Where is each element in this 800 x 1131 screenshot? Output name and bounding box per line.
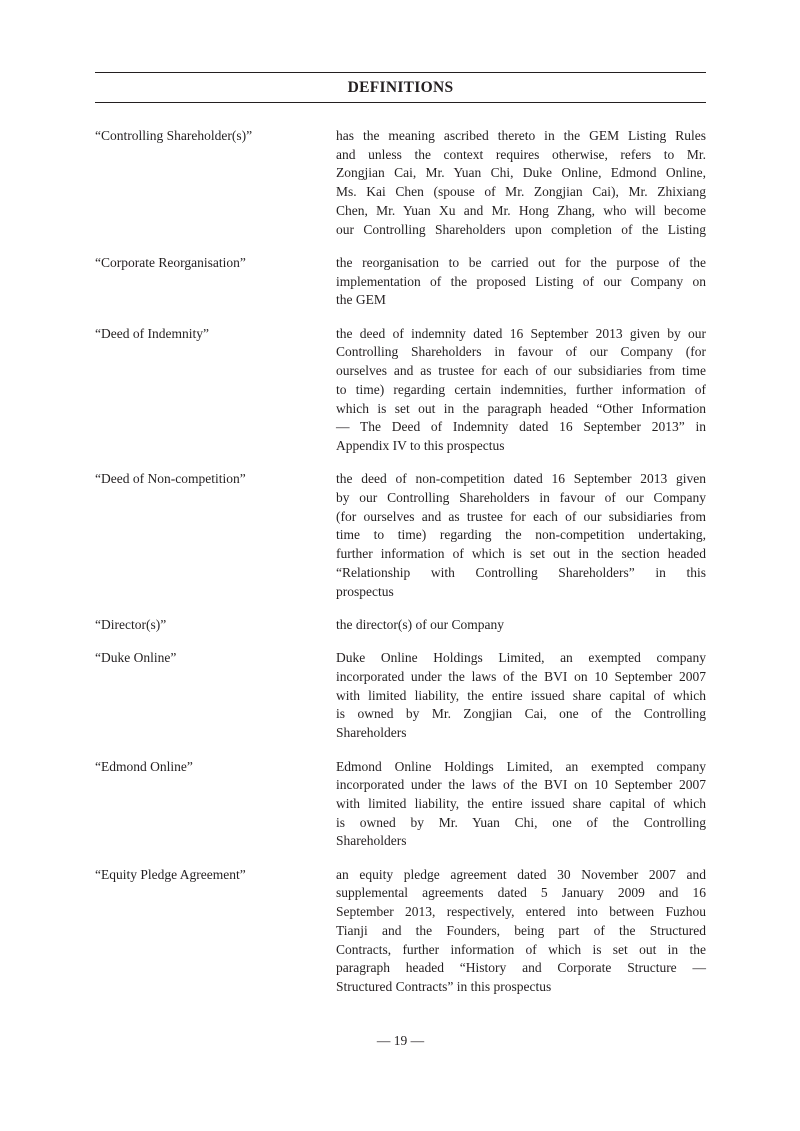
definition-line: Contracts, further information of which is set out in the xyxy=(336,941,706,957)
definition-line: Edmond Online Holdings Limited, an exempted company xyxy=(336,758,706,774)
definition-text xyxy=(336,866,706,997)
definition-line: Shareholders xyxy=(336,833,407,849)
definition-line: paragraph headed “History and Corporate Structure — xyxy=(336,960,706,976)
definition-entry xyxy=(95,649,706,743)
definition-line: ourselves and as trustee for each of our subsidiaries from time xyxy=(336,363,706,379)
definition-text xyxy=(336,254,706,310)
definition-line: Zongjian Cai, Mr. Yuan Chi, Duke Online, Edmond Online, xyxy=(336,165,706,181)
definition-entry xyxy=(95,616,706,635)
definition-line: Structured Contracts” in this prospectus xyxy=(336,978,552,994)
header-bottom-rule xyxy=(95,102,706,103)
definition-line: prospectus xyxy=(336,583,394,599)
definition-line: is owned by Mr. Zongjian Cai, one of the Controlling xyxy=(336,706,706,722)
definition-line: which is set out in the paragraph headed “Other Information xyxy=(336,400,706,416)
definition-line: the deed of indemnity dated 16 September 2013 given by our xyxy=(336,325,706,341)
definition-line: Appendix IV to this prospectus xyxy=(336,437,505,453)
definition-line: our Controlling Shareholders upon completion of the Listing xyxy=(336,221,706,237)
definition-line: supplemental agreements dated 5 January 2009 and 16 xyxy=(336,885,706,901)
header-top-rule xyxy=(95,72,706,73)
definition-line: incorporated under the laws of the BVI on 10 September 2007 xyxy=(336,777,706,793)
definition-line: by our Controlling Shareholders in favour of our Company xyxy=(336,490,706,506)
definition-line: the GEM xyxy=(336,292,386,308)
definition-term: “Deed of Non-competition” xyxy=(95,471,246,487)
definition-text xyxy=(336,649,706,743)
definition-line: — The Deed of Indemnity dated 16 September 2013” in xyxy=(336,419,706,435)
definition-line: incorporated under the laws of the BVI on 10 September 2007 xyxy=(336,669,706,685)
definition-line: the deed of non-competition dated 16 September 2013 given xyxy=(336,471,706,487)
definition-line: and unless the context requires otherwise, refers to Mr. xyxy=(336,146,706,162)
definition-term: “Deed of Indemnity” xyxy=(95,325,209,341)
definition-entry xyxy=(95,127,706,239)
definition-line: has the meaning ascribed thereto in the GEM Listing Rules xyxy=(336,128,706,143)
page-title: DEFINITIONS xyxy=(347,79,454,96)
definition-line: Chen, Mr. Yuan Xu and Mr. Hong Zhang, who will become xyxy=(336,202,706,218)
definition-line: to time) regarding certain indemnities, further information of xyxy=(336,381,706,397)
definition-entry xyxy=(95,470,706,601)
definition-entry xyxy=(95,866,706,997)
definition-entry xyxy=(95,758,706,852)
definition-line: is owned by Mr. Yuan Chi, one of the Controlling xyxy=(336,814,706,830)
definition-line: time to time) regarding the non-competition undertaking, xyxy=(336,527,706,543)
definition-line: Tianji and the Founders, being part of the Structured xyxy=(336,922,706,938)
definition-term: “Equity Pledge Agreement” xyxy=(95,866,246,882)
definition-line: with limited liability, the entire issued share capital of which xyxy=(336,795,706,811)
definitions-list xyxy=(95,127,706,1011)
definition-entry xyxy=(95,254,706,310)
definition-text xyxy=(336,470,706,601)
definition-line: (for ourselves and as trustee for each of our subsidiaries from xyxy=(336,508,706,524)
definition-line: Duke Online Holdings Limited, an exempted company xyxy=(336,650,706,666)
definition-text xyxy=(336,325,706,456)
definition-line: September 2013, respectively, entered into between Fuzhou xyxy=(336,904,706,920)
definition-entry xyxy=(95,325,706,456)
definition-line: further information of which is set out in the section headed xyxy=(336,546,706,562)
definition-term: “Director(s)” xyxy=(95,616,167,632)
definition-line: an equity pledge agreement dated 30 November 2007 and xyxy=(336,866,706,882)
definition-line: with limited liability, the entire issued share capital of which xyxy=(336,687,706,703)
definition-line: Controlling Shareholders in favour of our Company (for xyxy=(336,344,706,360)
definition-term: “Corporate Reorganisation” xyxy=(95,254,246,270)
page-number: — 19 — xyxy=(376,1033,425,1048)
definition-term: “Edmond Online” xyxy=(95,758,193,774)
definition-line: “Relationship with Controlling Shareholders” in this xyxy=(336,564,706,580)
definition-text xyxy=(336,127,706,239)
definition-term: “Controlling Shareholder(s)” xyxy=(95,128,253,143)
definition-line: the director(s) of our Company xyxy=(336,616,504,632)
definition-text xyxy=(336,758,706,852)
definition-line: implementation of the proposed Listing of our Company on xyxy=(336,273,706,289)
definition-term: “Duke Online” xyxy=(95,650,177,666)
definition-line: the reorganisation to be carried out for the purpose of the xyxy=(336,254,706,270)
definition-line: Shareholders xyxy=(336,725,407,741)
definition-line: Ms. Kai Chen (spouse of Mr. Zongjian Cai), Mr. Zhixiang xyxy=(336,184,706,200)
definition-text xyxy=(336,616,706,635)
